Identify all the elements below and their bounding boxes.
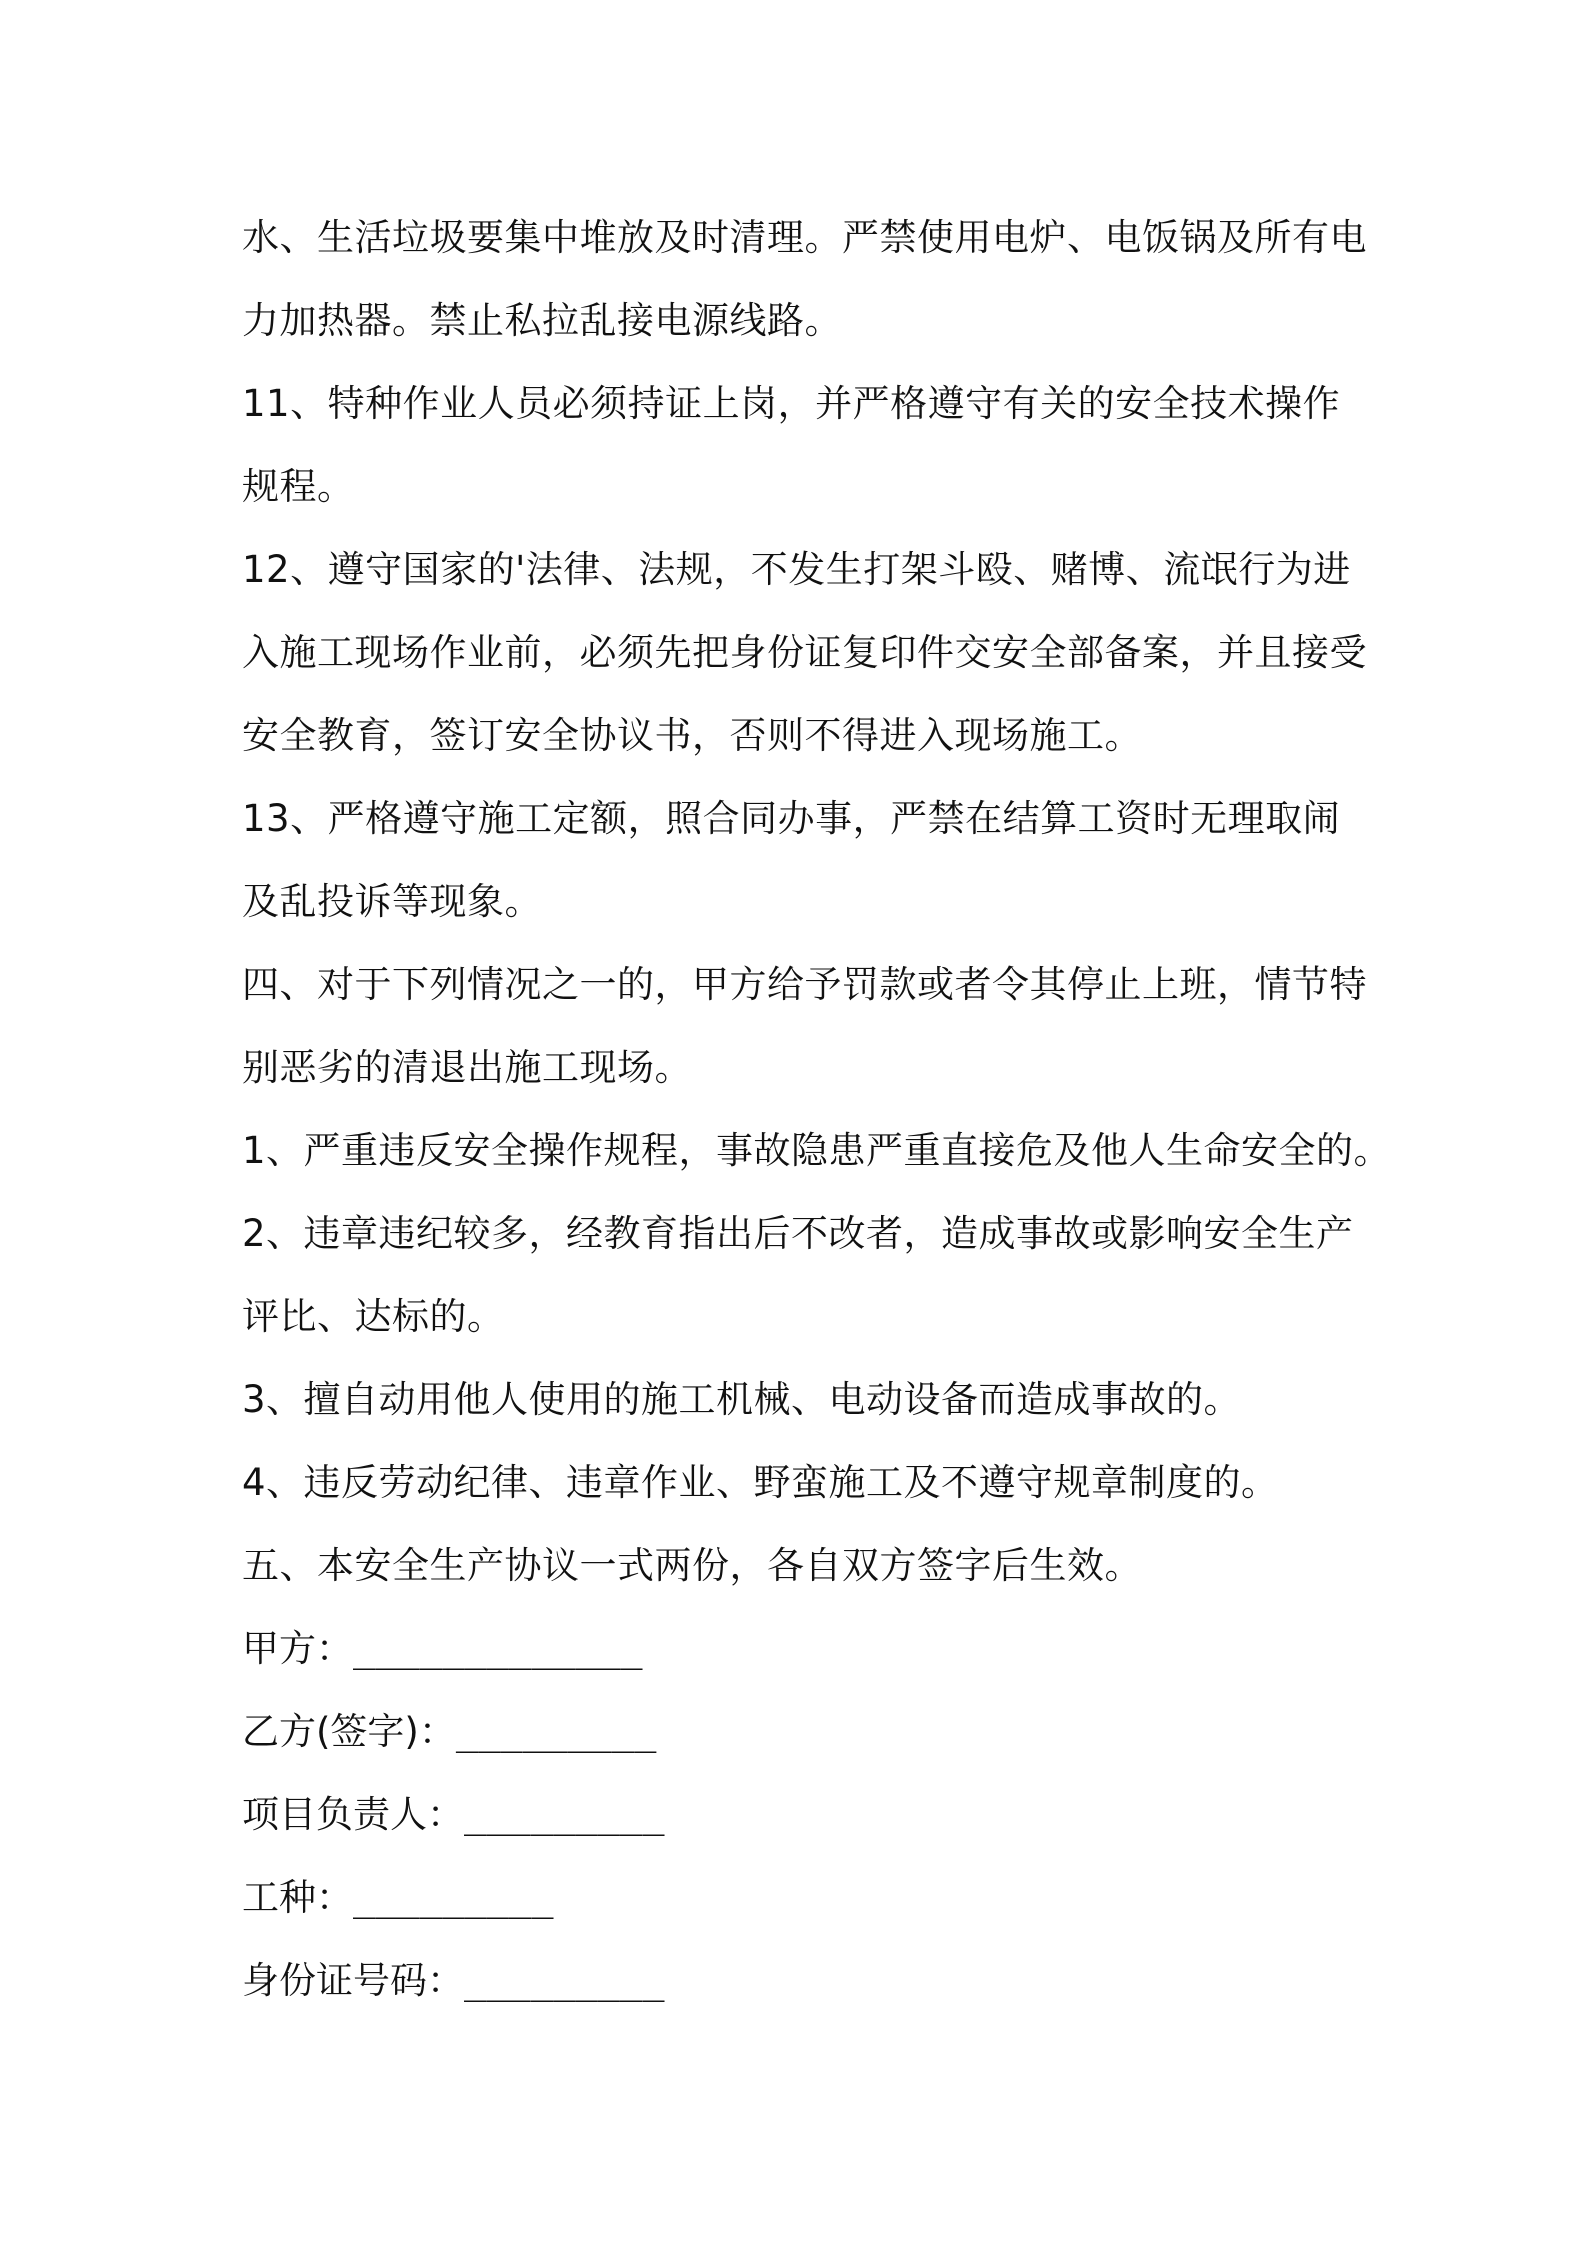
paragraph-line: 及乱投诉等现象。 [242,880,542,923]
signature-label: 身份证号码： [242,1959,464,2002]
signature-id-number [242,1939,1382,2022]
paragraph-line: 1、严重违反安全操作规程，事故隐患严重直接危及他人生命安全的。 [242,1129,1392,1172]
signature-party-a [242,1607,1382,1690]
signature-label: 项目负责人： [242,1793,464,1836]
paragraph-line: 评比、达标的。 [242,1295,505,1338]
signature-blank: _________ [464,1959,665,2002]
document-body [242,196,1392,2022]
paragraph-line: 安全教育，签订安全协议书，否则不得进入现场施工。 [242,714,1142,757]
signature-label: 乙方(签字)： [242,1710,456,1753]
signature-blank: _________ [464,1793,665,1836]
paragraph-line: 力加热器。禁止私拉乱接电源线路。 [242,299,842,342]
paragraph-line: 13、严格遵守施工定额，照合同办事，严禁在结算工资时无理取闹 [242,797,1341,840]
paragraph-line: 12、遵守国家的'法律、法规，不发生打架斗殴、赌博、流氓行为进 [242,548,1351,591]
paragraph-line: 3、擅自动用他人使用的施工机械、电动设备而造成事故的。 [242,1378,1242,1421]
paragraph-line: 入施工现场作业前，必须先把身份证复印件交安全部备案，并且接受 [242,631,1367,674]
paragraph-line: 五、本安全生产协议一式两份，各自双方签字后生效。 [242,1544,1142,1587]
signature-project-manager [242,1773,1382,1856]
paragraph-line: 11、特种作业人员必须持证上岗，并严格遵守有关的安全技术操作 [242,382,1341,425]
paragraph-line: 规程。 [242,465,355,508]
signature-label: 工种： [242,1876,353,1919]
signature-party-b [242,1690,1382,1773]
signature-label: 甲方： [242,1627,353,1670]
paragraph-line: 水、生活垃圾要集中堆放及时清理。严禁使用电炉、电饭锅及所有电 [242,216,1367,259]
paragraph-line: 4、违反劳动纪律、违章作业、野蛮施工及不遵守规章制度的。 [242,1461,1279,1504]
paragraph-line: 四、对于下列情况之一的，甲方给予罚款或者令其停止上班，情节特 [242,963,1367,1006]
paragraph-line: 别恶劣的清退出施工现场。 [242,1046,692,1089]
signature-blank: _________ [353,1876,554,1919]
signature-job-type [242,1856,1382,1939]
signature-blank: _________ [455,1710,657,1753]
signature-blank: _____________ [353,1627,643,1670]
paragraph-line: 2、违章违纪较多，经教育指出后不改者，造成事故或影响安全生产 [242,1212,1354,1255]
